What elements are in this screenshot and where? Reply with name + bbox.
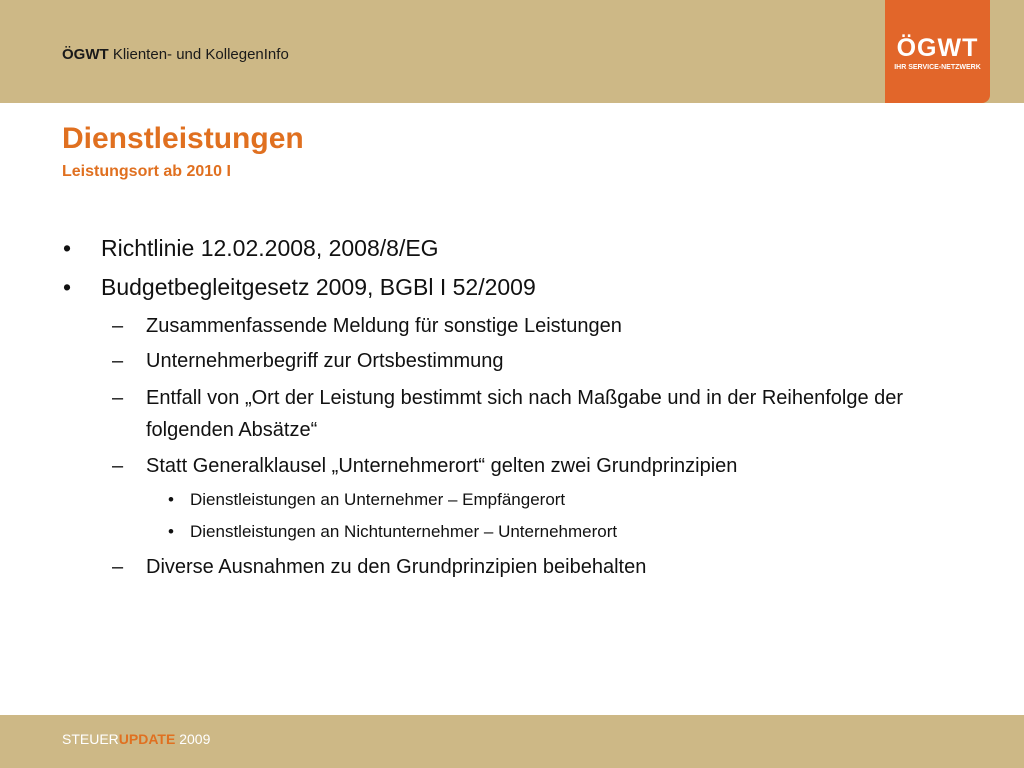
bullet-marker: • bbox=[168, 522, 174, 541]
header-title bbox=[62, 46, 289, 63]
slide-title: Dienstleistungen bbox=[62, 122, 304, 155]
dash-marker: – bbox=[112, 387, 124, 409]
bullet-marker: • bbox=[63, 235, 72, 261]
header-brand: ÖGWT bbox=[62, 46, 109, 63]
footer-year: 2009 bbox=[175, 731, 211, 747]
bullet-item bbox=[63, 233, 439, 263]
sub-sub-bullet-item bbox=[168, 520, 618, 544]
bullet-marker: • bbox=[63, 274, 72, 300]
logo-wordmark: ÖGWT bbox=[896, 34, 979, 62]
sub-sub-bullet-text: Dienstleistungen an Unternehmer – Empfängerort bbox=[190, 490, 566, 509]
sub-bullet-item bbox=[112, 345, 946, 377]
logo-tagline: IHR SERVICE-NETZWERK bbox=[894, 64, 981, 71]
sub-bullet-item bbox=[112, 551, 946, 583]
sub-bullet-item bbox=[112, 310, 946, 342]
oegwt-logo bbox=[885, 0, 990, 103]
dash-marker: – bbox=[112, 315, 124, 337]
dash-marker: – bbox=[112, 556, 124, 578]
slide-subtitle: Leistungsort ab 2010 I bbox=[62, 163, 231, 180]
dash-marker: – bbox=[112, 350, 124, 372]
footer-steuer: STEUER bbox=[62, 731, 119, 747]
sub-bullet-text: Statt Generalklausel „Unternehmerort“ gelten zwei Grundprinzipien bbox=[146, 455, 738, 477]
bullet-marker: • bbox=[168, 490, 174, 509]
sub-bullet-text: Diverse Ausnahmen zu den Grundprinzipien beibehalten bbox=[146, 556, 647, 578]
dash-marker: – bbox=[112, 455, 124, 477]
bullet-text: Richtlinie 12.02.2008, 2008/8/EG bbox=[101, 235, 439, 261]
sub-bullet-text: Entfall von „Ort der Leistung bestimmt sich nach Maßgabe und in der Reihenfolge der folgenden Absätze“ bbox=[146, 387, 904, 441]
footer-update: UPDATE bbox=[118, 731, 176, 747]
sub-sub-bullet-text: Dienstleistungen an Nichtunternehmer – Unternehmerort bbox=[190, 522, 618, 541]
sub-bullet-text: Zusammenfassende Meldung für sonstige Leistungen bbox=[146, 315, 622, 337]
header-tagline: Klienten- und KollegenInfo bbox=[108, 46, 289, 63]
bullet-text: Budgetbegleitgesetz 2009, BGBl I 52/2009 bbox=[101, 274, 536, 300]
bullet-item bbox=[63, 272, 536, 302]
sub-bullet-text: Unternehmerbegriff zur Ortsbestimmung bbox=[146, 350, 504, 372]
sub-sub-bullet-item bbox=[168, 488, 566, 512]
footer-label bbox=[62, 731, 210, 747]
sub-bullet-item bbox=[112, 382, 946, 446]
sub-bullet-item bbox=[112, 450, 946, 482]
